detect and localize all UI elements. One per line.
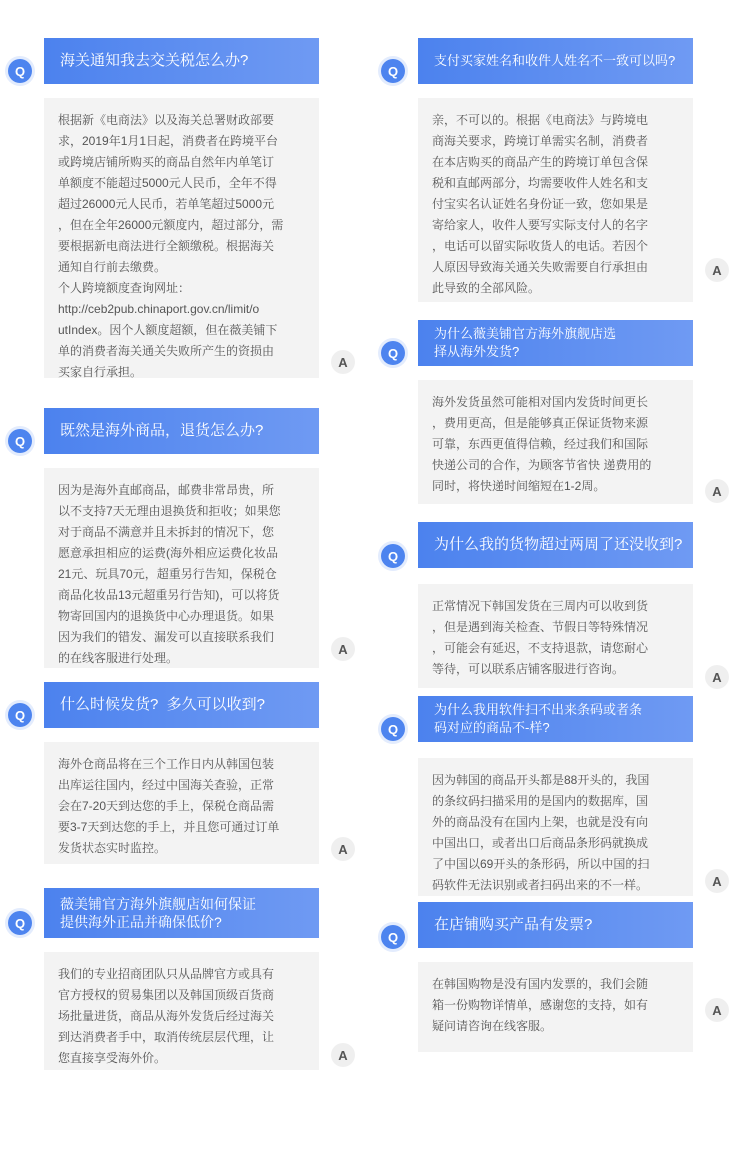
answer-line: 通知自行前去缴费。 [58, 260, 167, 274]
answer-line: 亲，不可以的。根据《电商法》与跨境电 [432, 113, 649, 127]
answer-line: 的条纹码扫描采用的是国内的数据库，国 [432, 794, 649, 808]
question-badge-icon: Q [8, 911, 32, 935]
question-text: 支付买家姓名和收件人姓名不一致可以吗? [434, 53, 676, 68]
question-text: 什么时候发货? 多久可以收到? [60, 696, 266, 713]
answer-line: 箱一份购物详情单，感谢您的支持，如有 [432, 998, 649, 1012]
answer-line: 等待，可以联系店铺客服进行咨询。 [432, 662, 625, 676]
answer-line: 商海关要求，跨境订单需实名制，消费者 [432, 134, 649, 148]
question-badge-icon: Q [8, 429, 32, 453]
answer-line: 愿意承担相应的运费(海外相应运费化妆品 [58, 546, 278, 560]
faq-question-shipping-time[interactable] [44, 682, 319, 728]
question-text: 码对应的商品不-样? [434, 720, 550, 735]
answer-line: 单的消费者海关通关失败所产生的资损由 [58, 344, 275, 358]
answer-line: 要3-7天到达您的手上，并且您可通过订单 [58, 820, 280, 834]
faq-question-name-mismatch[interactable] [418, 38, 693, 84]
question-text: 为什么我用软件扫不出来条码或者条 [434, 702, 643, 717]
answer-line: 疑问请咨询在线客服。 [432, 1019, 553, 1033]
answer-line: http://ceb2pub.chinaport.gov.cn/limit/o [58, 302, 260, 316]
question-badge-icon: Q [8, 59, 32, 83]
answer-line: 因为是海外直邮商品，邮费非常昂贵，所 [58, 483, 275, 497]
faq-answer-returns [44, 468, 319, 668]
faq-question-why-overseas[interactable] [418, 320, 693, 366]
answer-line: ，可能会有延迟，不支持退款，请您耐心 [432, 641, 649, 655]
answer-line: 海外发货虽然可能相对国内发货时间更长 [432, 395, 649, 409]
answer-line: 外的商品没有在国内上架，也就是没有向 [432, 815, 649, 829]
answer-line: 海外仓商品将在三个工作日内从韩国包装 [58, 757, 275, 771]
faq-answer-not-received [418, 584, 693, 688]
answer-line: 物寄回国内的退换货中心办理退货。如果 [58, 609, 275, 623]
question-text: 在店铺购买产品有发票? [434, 916, 593, 933]
faq-answer-customs-tax [44, 98, 319, 378]
answer-line: 您直接享受海外价。 [58, 1051, 167, 1065]
answer-line: 人原因导致海关通关失败需要自行承担由 [432, 260, 649, 274]
answer-badge-icon: A [705, 258, 729, 282]
question-badge-icon: Q [381, 341, 405, 365]
faq-question-returns[interactable] [44, 408, 319, 454]
answer-line: 因为我们的错发、漏发可以直接联系我们 [58, 630, 275, 644]
answer-line: 因为韩国的商品开头都是88开头的，我国 [432, 773, 650, 787]
answer-line: 单额度不能超过5000元人民币，全年不得 [58, 176, 277, 190]
question-badge-icon: Q [381, 59, 405, 83]
question-text: 为什么我的货物超过两周了还没收到? [434, 536, 683, 553]
answer-line: ，电话可以留实际收货人的电话。若因个 [432, 239, 649, 253]
answer-line: 以不支持7天无理由退换货和拒收；如果您 [58, 504, 281, 518]
faq-question-not-received[interactable] [418, 522, 693, 568]
question-badge-icon: Q [381, 717, 405, 741]
faq-answer-barcode [418, 758, 693, 896]
answer-badge-icon: A [705, 869, 729, 893]
answer-line: 21元、玩具70元，超重另行告知，保税仓 [58, 567, 277, 581]
answer-line: 我们的专业招商团队只从品牌官方或具有 [58, 967, 275, 981]
answer-line: 寄给家人，收件人要写实际支付人的名字 [432, 218, 649, 232]
answer-line: 了中国以69开头的条形码，所以中国的扫 [432, 857, 650, 871]
answer-badge-icon: A [705, 998, 729, 1022]
answer-line: 或跨境店铺所购买的商品自然年内单笔订 [58, 155, 275, 169]
answer-line: 快递公司的合作，为顾客节省快 递费用的 [432, 458, 652, 472]
answer-line: 正常情况下韩国发货在三周内可以收到货 [432, 599, 649, 613]
answer-line: 要根据新电商法进行全额缴税。根据海关 [58, 239, 275, 253]
answer-line: 个人跨境额度查询网址： [58, 281, 191, 295]
question-text: 为什么薇美铺官方海外旗舰店选 [434, 326, 617, 341]
answer-line: 同时，将快递时间缩短在1-2周。 [432, 479, 606, 493]
answer-line: 的在线客服进行处理。 [58, 651, 179, 665]
answer-badge-icon: A [331, 1043, 355, 1067]
answer-line: 出库运往国内，经过中国海关查验，正常 [58, 778, 275, 792]
answer-line: 可靠，东西更值得信赖，经过我们和国际 [432, 437, 649, 451]
question-badge-icon: Q [8, 703, 32, 727]
answer-line: 买家自行承担。 [58, 365, 143, 379]
answer-line: 求，2019年1月1日起，消费者在跨境平台 [58, 134, 279, 148]
question-text: 既然是海外商品，退货怎么办? [60, 422, 264, 439]
faq-question-barcode[interactable] [418, 696, 693, 742]
answer-line: ，但是遇到海关检查、节假日等特殊情况 [432, 620, 649, 634]
answer-line: 商品化妆品13元超重另行告知)，可以将货 [58, 588, 280, 602]
answer-line: 超过26000元人民币，若单笔超过5000元 [58, 197, 275, 211]
answer-badge-icon: A [331, 350, 355, 374]
faq-answer-why-overseas [418, 380, 693, 504]
faq-answer-invoice [418, 962, 693, 1052]
question-text: 薇美铺官方海外旗舰店如何保证 [60, 896, 256, 912]
answer-badge-icon: A [331, 637, 355, 661]
answer-line: 会在7-20天到达您的手上，保税仓商品需 [58, 799, 275, 813]
answer-line: 付宝实名认证姓名身份证一致，您如果是 [432, 197, 649, 211]
answer-line: 到达消费者手中，取消传统层层代理，让 [58, 1030, 275, 1044]
answer-line: 对于商品不满意并且未拆封的情况下，您 [58, 525, 275, 539]
question-text: 海关通知我去交关税怎么办? [60, 52, 249, 69]
answer-badge-icon: A [331, 837, 355, 861]
answer-line: 此导致的全部风险。 [432, 281, 541, 295]
answer-line: 税和直邮两部分，均需要收件人姓名和支 [432, 176, 649, 190]
faq-question-invoice[interactable] [418, 902, 693, 948]
answer-line: 在本店购买的商品产生的跨境订单包含保 [432, 155, 649, 169]
faq-question-customs-tax[interactable] [44, 38, 319, 84]
answer-line: ，但在全年26000元额度内，超过部分，需 [58, 218, 284, 232]
answer-badge-icon: A [705, 479, 729, 503]
question-badge-icon: Q [381, 544, 405, 568]
answer-line: 在韩国购物是没有国内发票的，我们会随 [432, 977, 649, 991]
answer-line: ，费用更高，但是能够真正保证货物来源 [432, 416, 649, 430]
answer-line: utIndex。因个人额度超额，但在薇美铺下 [58, 323, 278, 337]
faq-answer-shipping-time [44, 742, 319, 864]
answer-badge-icon: A [705, 665, 729, 689]
faq-answer-name-mismatch [418, 98, 693, 302]
answer-line: 场批量进货，商品从海外发货后经过海关 [58, 1009, 275, 1023]
question-text: 择从海外发货? [434, 344, 520, 359]
answer-line: 码软件无法识别或者扫码出来的不一样。 [432, 878, 649, 892]
answer-line: 根据新《电商法》以及海关总署财政部要 [58, 113, 275, 127]
faq-question-authenticity[interactable] [44, 888, 319, 938]
answer-line: 中国出口，或者出口后商品条形码就换成 [432, 836, 649, 850]
answer-line: 发货状态实时监控。 [58, 841, 167, 855]
faq-answer-authenticity [44, 952, 319, 1070]
answer-line: 官方授权的贸易集团以及韩国顶级百货商 [58, 988, 275, 1002]
question-badge-icon: Q [381, 925, 405, 949]
question-text: 提供海外正品并确保低价? [60, 914, 222, 930]
